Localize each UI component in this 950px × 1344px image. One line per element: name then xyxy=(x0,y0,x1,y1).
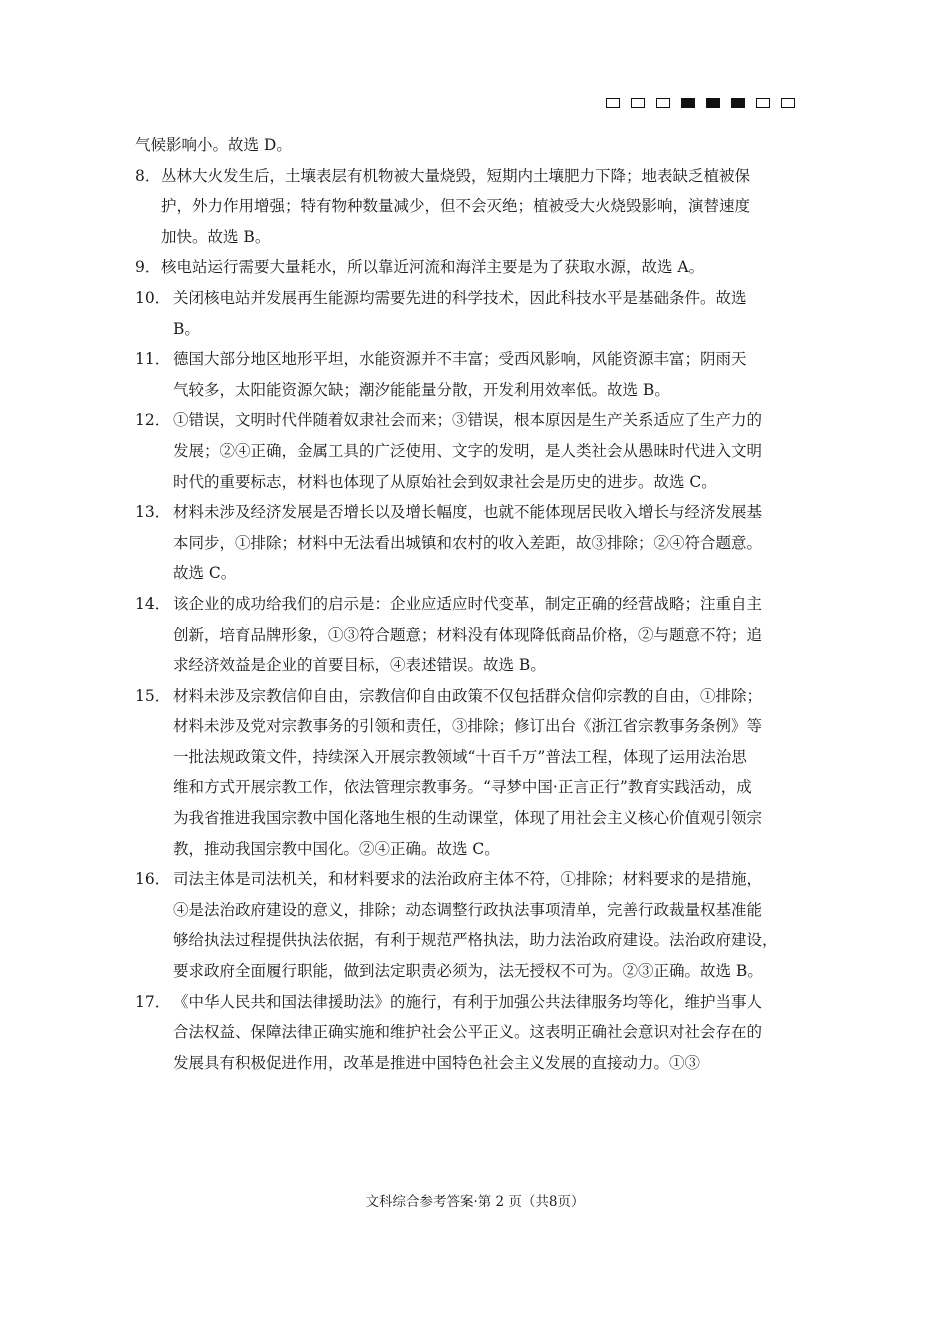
answer-text-line: 《中华人民共和国法律援助法》的施行，有利于加强公共法律服务均等化，维护当事人 xyxy=(173,992,763,1011)
answer-text-line: 故选 C。 xyxy=(173,564,237,583)
answer-text-line: 材料未涉及宗教信仰自由，宗教信仰自由政策不仅包括群众信仰宗教的自由，①排除； xyxy=(173,686,763,705)
answer-text xyxy=(161,161,825,253)
answer-text-line: 求经济效益是企业的首要目标，④表述错误。故选 B。 xyxy=(173,656,546,675)
answer-list xyxy=(135,161,825,1079)
answer-text-line: ④是法治政府建设的意义，排除；动态调整行政执法事项清单，完善行政裁量权基准能 xyxy=(173,900,763,919)
answer-text xyxy=(173,864,825,986)
answer-text-line: 时代的重要标志，材料也体现了从原始社会到奴隶社会是历史的进步。故选 C。 xyxy=(173,472,717,491)
answer-item xyxy=(135,864,825,986)
answer-text-line: 该企业的成功给我们的启示是：企业应适应时代变革，制定正确的经营战略；注重自主 xyxy=(173,594,763,613)
answer-text xyxy=(173,987,825,1079)
answer-text-line: 发展具有积极促进作用，改革是推进中国特色社会主义发展的直接动力。①③ xyxy=(173,1053,701,1072)
answer-text xyxy=(173,681,825,865)
answer-number: 8． xyxy=(135,166,161,185)
answer-text-line: 合法权益、保障法律正确实施和维护社会公平正义。这表明正确社会意识对社会存在的 xyxy=(173,1023,763,1042)
answer-text xyxy=(173,405,825,497)
answer-item xyxy=(135,344,825,405)
answer-text-line: 关闭核电站并发展再生能源均需要先进的科学技术，因此科技水平是基础条件。故选 xyxy=(173,288,747,307)
marker-empty-square xyxy=(606,98,620,108)
answer-number: 16． xyxy=(135,870,171,889)
marker-filled-square xyxy=(731,98,745,108)
answer-number: 12． xyxy=(135,411,171,430)
answer-number: 9． xyxy=(135,258,161,277)
marker-filled-square xyxy=(681,98,695,108)
answer-text-line: 材料未涉及党对宗教事务的引领和责任，③排除；修订出台《浙江省宗教事务条例》等 xyxy=(173,717,763,736)
page-footer: 文科综合参考答案·第 2 页（共8页） xyxy=(365,1194,585,1210)
answer-item xyxy=(135,497,825,589)
answer-text-line: 材料未涉及经济发展是否增长以及增长幅度，也就不能体现居民收入增长与经济发展基 xyxy=(173,503,763,522)
answer-text-line: 本同步，①排除；材料中无法看出城镇和农村的收入差距，故③排除；②④符合题意。 xyxy=(173,533,763,552)
answer-text-line: 发展；②④正确，金属工具的广泛使用、文字的发明，是人类社会从愚昧时代进入文明 xyxy=(173,441,763,460)
answer-item xyxy=(135,681,825,865)
answer-text-line: 护，外力作用增强；特有物种数量减少，但不会灭绝；植被受大火烧毁影响，演替速度 xyxy=(161,197,751,216)
answer-item xyxy=(135,987,825,1079)
answer-text xyxy=(173,589,825,681)
answer-text-line: 德国大部分地区地形平坦，水能资源并不丰富；受西风影响，风能资源丰富；阴雨天 xyxy=(173,350,747,369)
marker-empty-square xyxy=(781,98,795,108)
answer-text xyxy=(173,344,825,405)
answer-text-line: 创新，培育品牌形象，①③符合题意；材料没有体现降低商品价格，②与题意不符；追 xyxy=(173,625,763,644)
answer-number: 13． xyxy=(135,503,171,522)
answer-content xyxy=(135,130,825,1078)
answer-item xyxy=(135,589,825,681)
answer-text-line: 丛林大火发生后，土壤表层有机物被大量烧毁，短期内土壤肥力下降；地表缺乏植被保 xyxy=(161,166,751,185)
answer-text-line: 气较多，太阳能资源欠缺；潮汐能能量分散，开发利用效率低。故选 B。 xyxy=(173,380,670,399)
answer-text-line: 司法主体是司法机关，和材料要求的法治政府主体不符，①排除；材料要求的是措施， xyxy=(173,870,763,889)
answer-number: 10． xyxy=(135,288,171,307)
answer-text xyxy=(173,497,825,589)
answer-text-line: 教，推动我国宗教中国化。②④正确。故选 C。 xyxy=(173,839,500,858)
answer-text-line: ①错误，文明时代伴随着奴隶社会而来；③错误，根本原因是生产关系适应了生产力的 xyxy=(173,411,763,430)
answer-text-line: 要求政府全面履行职能，做到法定职责必须为，法无授权不可为。②③正确。故选 B。 xyxy=(173,962,763,981)
answer-text-line: 一批法规政策文件，持续深入开展宗教领域“十百千万”普法工程，体现了运用法治思 xyxy=(173,747,747,766)
answer-text-line: B。 xyxy=(173,319,200,338)
answer-text xyxy=(161,252,825,283)
answer-item xyxy=(135,405,825,497)
answer-text-line: 为我省推进我国宗教中国化落地生根的生动课堂，体现了用社会主义核心价值观引领宗 xyxy=(173,809,763,828)
marker-empty-square xyxy=(631,98,645,108)
page-marker-row xyxy=(606,98,795,108)
continuation-line: 气候影响小。故选 D。 xyxy=(135,136,292,154)
answer-number: 17． xyxy=(135,992,171,1011)
answer-text-line: 够给执法过程提供执法依据，有利于规范严格执法，助力法治政府建设。法治政府建设， xyxy=(173,931,778,950)
answer-item xyxy=(135,283,825,344)
marker-empty-square xyxy=(756,98,770,108)
answer-number: 11． xyxy=(135,350,171,369)
answer-text-line: 维和方式开展宗教工作，依法管理宗教事务。“寻梦中国·正言正行”教育实践活动，成 xyxy=(173,778,752,797)
answer-item xyxy=(135,252,825,283)
answer-text-line: 加快。故选 B。 xyxy=(161,227,271,246)
answer-number: 15． xyxy=(135,686,171,705)
answer-number: 14． xyxy=(135,594,171,613)
answer-text-line: 核电站运行需要大量耗水，所以靠近河流和海洋主要是为了获取水源，故选 A。 xyxy=(161,258,705,277)
answer-text xyxy=(173,283,825,344)
marker-empty-square xyxy=(656,98,670,108)
answer-item xyxy=(135,161,825,253)
marker-filled-square xyxy=(706,98,720,108)
